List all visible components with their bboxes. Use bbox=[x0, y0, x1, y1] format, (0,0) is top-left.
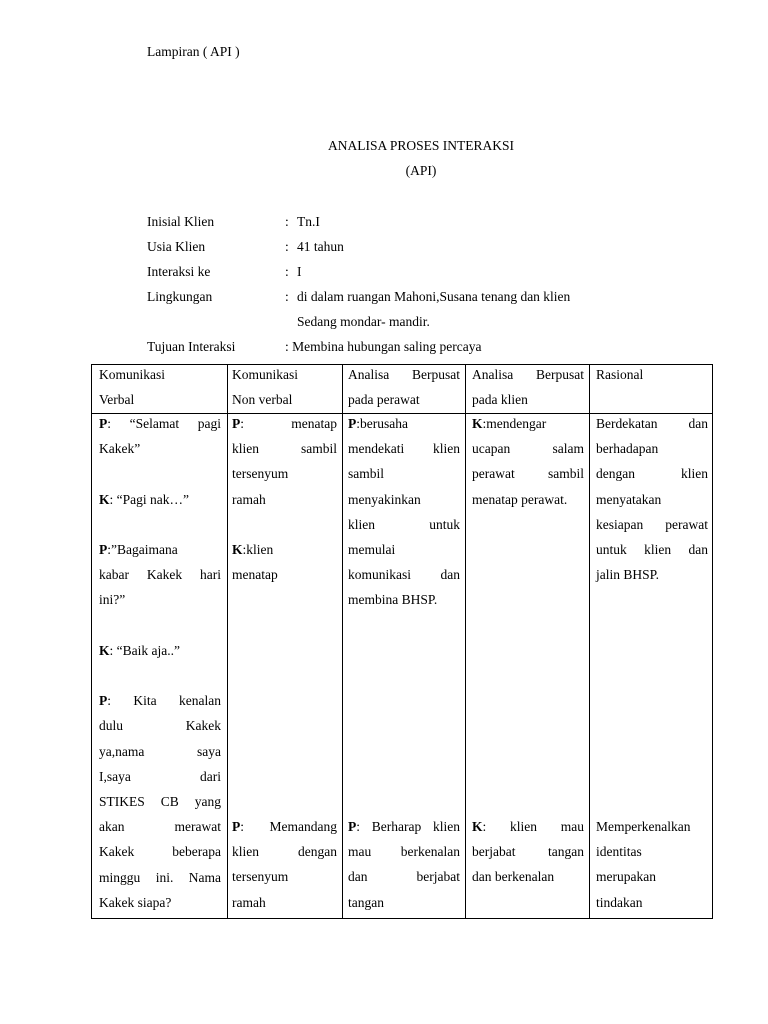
client-age-label: Usia Klien bbox=[147, 239, 206, 254]
column-header-verbal: Komunikasi Verbal bbox=[99, 367, 165, 408]
client-analysis-cell-2: K: klien mau berjabat tangan dan berkenalan bbox=[472, 819, 584, 885]
document-title: ANALISA PROSES INTERAKSI bbox=[327, 138, 515, 153]
colon: : bbox=[285, 289, 289, 304]
column-header-nonverbal: Komunikasi Non verbal bbox=[232, 367, 298, 408]
environment-label: Lingkungan bbox=[147, 289, 213, 304]
purpose-value: : Membina hubungan saling percaya bbox=[285, 339, 482, 354]
rationale-cell: Berdekatan dan berhadapan dengan klien menyatakan kesiapan perawat untuk klien dan jalin BHSP. bbox=[596, 416, 708, 583]
column-header-rationale: Rasional bbox=[596, 367, 644, 382]
nonverbal-communication-cell-2: P: Memandang klien dengan tersenyum ramah bbox=[232, 819, 337, 910]
nurse-analysis-cell: P:berusaha mendekati klien sambil menyakinkan klien untuk memulai komunikasi dan membina BHSP. bbox=[348, 416, 460, 608]
verbal-communication-cell: P: “Selamat pagi Kakek” K: “Pagi nak…” P:”Bagaimana kabar Kakek hari ini?” K: “Baik aja..” P: Kita kenalan dulu Kakek ya,nama saya I,saya dari STIKES CB yang akan merawat Kakek beberapa minggu ini. Nama Kakek siapa? bbox=[99, 416, 221, 910]
document-subtitle: (API) bbox=[405, 163, 437, 178]
client-age-value: 41 tahun bbox=[297, 239, 344, 254]
client-initials-label: Inisial Klien bbox=[147, 214, 215, 229]
attachment-label: Lampiran ( API ) bbox=[147, 44, 240, 59]
colon: : bbox=[285, 214, 289, 229]
column-header-nurse-analysis: Analisa Berpusat pada perawat bbox=[348, 367, 460, 408]
interaction-analysis-table bbox=[91, 364, 713, 919]
column-divider bbox=[342, 365, 343, 918]
colon: : bbox=[285, 264, 289, 279]
column-header-client-analysis: Analisa Berpusat pada klien bbox=[472, 367, 584, 408]
nonverbal-communication-cell: P: menatap klien sambil tersenyum ramah K:klien menatap bbox=[232, 416, 337, 583]
purpose-label: Tujuan Interaksi bbox=[147, 339, 236, 354]
colon: : bbox=[285, 239, 289, 254]
interaction-number-value: I bbox=[297, 264, 302, 279]
client-analysis-cell: K:mendengar ucapan salam perawat sambil menatap perawat. bbox=[472, 416, 584, 507]
client-initials-value: Tn.I bbox=[297, 214, 320, 229]
column-divider bbox=[589, 365, 590, 918]
environment-value-continued: Sedang mondar- mandir. bbox=[297, 314, 430, 329]
environment-value: di dalam ruangan Mahoni,Susana tenang dan klien bbox=[297, 289, 571, 304]
nurse-analysis-cell-2: P: Berharap klien mau berkenalan dan berjabat tangan bbox=[348, 819, 460, 910]
column-divider bbox=[465, 365, 466, 918]
column-divider bbox=[227, 365, 228, 918]
rationale-cell-2: Memperkenalkan identitas merupakan tindakan bbox=[596, 819, 691, 910]
interaction-number-label: Interaksi ke bbox=[147, 264, 211, 279]
